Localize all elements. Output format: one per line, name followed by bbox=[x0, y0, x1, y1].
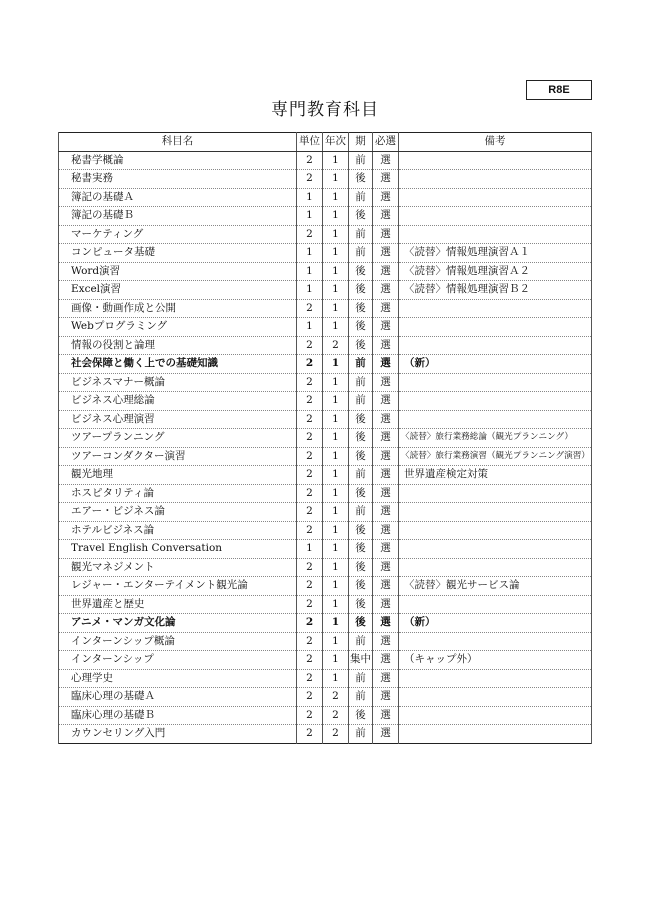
cell-units: 2 bbox=[297, 299, 323, 318]
cell-notes bbox=[399, 299, 592, 318]
cell-term: 後 bbox=[349, 429, 373, 448]
cell-notes: （新） bbox=[399, 614, 592, 633]
cell-notes bbox=[399, 688, 592, 707]
table-row bbox=[59, 336, 592, 355]
header-required: 必選 bbox=[373, 133, 399, 152]
cell-units: 2 bbox=[297, 577, 323, 596]
cell-term: 後 bbox=[349, 595, 373, 614]
cell-course-name: Webプログラミング bbox=[59, 318, 297, 337]
cell-required: 選 bbox=[373, 447, 399, 466]
cell-term: 後 bbox=[349, 706, 373, 725]
cell-term: 後 bbox=[349, 577, 373, 596]
cell-required: 選 bbox=[373, 466, 399, 485]
cell-term: 前 bbox=[349, 466, 373, 485]
cell-notes bbox=[399, 521, 592, 540]
cell-term: 前 bbox=[349, 725, 373, 744]
table-row bbox=[59, 225, 592, 244]
cell-year: 1 bbox=[323, 484, 349, 503]
cell-notes: 〈読替〉情報処理演習Ａ１ bbox=[399, 244, 592, 263]
cell-course-name: ツアーコンダクター演習 bbox=[59, 447, 297, 466]
cell-year: 2 bbox=[323, 688, 349, 707]
cell-units: 2 bbox=[297, 503, 323, 522]
cell-required: 選 bbox=[373, 225, 399, 244]
table-row bbox=[59, 484, 592, 503]
cell-year: 1 bbox=[323, 318, 349, 337]
cell-term: 後 bbox=[349, 447, 373, 466]
cell-units: 2 bbox=[297, 170, 323, 189]
table-row bbox=[59, 540, 592, 559]
cell-course-name: インターンシップ概論 bbox=[59, 632, 297, 651]
page-title: 専門教育科目 bbox=[271, 100, 379, 120]
cell-notes: 〈読替〉情報処理演習Ｂ２ bbox=[399, 281, 592, 300]
cell-year: 1 bbox=[323, 669, 349, 688]
table-row bbox=[59, 244, 592, 263]
table-row bbox=[59, 373, 592, 392]
cell-term: 後 bbox=[349, 318, 373, 337]
cell-course-name: ホスピタリティ論 bbox=[59, 484, 297, 503]
cell-term: 前 bbox=[349, 392, 373, 411]
cell-notes bbox=[399, 188, 592, 207]
cell-term: 後 bbox=[349, 262, 373, 281]
cell-year: 1 bbox=[323, 614, 349, 633]
cell-notes: 〈読替〉観光サービス論 bbox=[399, 577, 592, 596]
cell-course-name: 簿記の基礎Ｂ bbox=[59, 207, 297, 226]
cell-required: 選 bbox=[373, 688, 399, 707]
cell-year: 1 bbox=[323, 262, 349, 281]
cell-required: 選 bbox=[373, 725, 399, 744]
cell-year: 1 bbox=[323, 447, 349, 466]
cell-course-name: カウンセリング入門 bbox=[59, 725, 297, 744]
cell-year: 1 bbox=[323, 188, 349, 207]
cell-course-name: ビジネスマナー概論 bbox=[59, 373, 297, 392]
cell-units: 2 bbox=[297, 706, 323, 725]
cell-year: 1 bbox=[323, 299, 349, 318]
cell-year: 1 bbox=[323, 521, 349, 540]
cell-course-name: アニメ・マンガ文化論 bbox=[59, 614, 297, 633]
cell-units: 2 bbox=[297, 632, 323, 651]
cell-required: 選 bbox=[373, 318, 399, 337]
cell-notes bbox=[399, 392, 592, 411]
cell-course-name: 画像・動画作成と公開 bbox=[59, 299, 297, 318]
cell-units: 1 bbox=[297, 244, 323, 263]
cell-term: 後 bbox=[349, 484, 373, 503]
cell-required: 選 bbox=[373, 706, 399, 725]
cell-notes bbox=[399, 669, 592, 688]
table-row bbox=[59, 188, 592, 207]
cell-units: 2 bbox=[297, 558, 323, 577]
cell-required: 選 bbox=[373, 577, 399, 596]
table-row bbox=[59, 410, 592, 429]
cell-notes bbox=[399, 170, 592, 189]
cell-term: 後 bbox=[349, 207, 373, 226]
cell-term: 前 bbox=[349, 225, 373, 244]
cell-course-name: エアー・ビジネス論 bbox=[59, 503, 297, 522]
cell-course-name: ホテルビジネス論 bbox=[59, 521, 297, 540]
cell-notes bbox=[399, 410, 592, 429]
cell-notes bbox=[399, 225, 592, 244]
cell-course-name: ビジネス心理演習 bbox=[59, 410, 297, 429]
cell-notes bbox=[399, 373, 592, 392]
cell-required: 選 bbox=[373, 669, 399, 688]
cell-units: 2 bbox=[297, 521, 323, 540]
cell-term: 前 bbox=[349, 688, 373, 707]
table-row bbox=[59, 558, 592, 577]
cell-required: 選 bbox=[373, 207, 399, 226]
cell-notes bbox=[399, 725, 592, 744]
header-notes: 備考 bbox=[399, 133, 592, 152]
cell-units: 2 bbox=[297, 669, 323, 688]
table-row bbox=[59, 429, 592, 448]
cell-course-name: ツアープランニング bbox=[59, 429, 297, 448]
table-row bbox=[59, 706, 592, 725]
cell-year: 1 bbox=[323, 651, 349, 670]
cell-units: 2 bbox=[297, 225, 323, 244]
cell-term: 後 bbox=[349, 410, 373, 429]
cell-term: 後 bbox=[349, 299, 373, 318]
table-row bbox=[59, 466, 592, 485]
cell-required: 選 bbox=[373, 392, 399, 411]
cell-required: 選 bbox=[373, 429, 399, 448]
cell-units: 2 bbox=[297, 410, 323, 429]
cell-course-name: 臨床心理の基礎Ａ bbox=[59, 688, 297, 707]
cell-year: 1 bbox=[323, 392, 349, 411]
table-row bbox=[59, 614, 592, 633]
cell-year: 1 bbox=[323, 281, 349, 300]
cell-required: 選 bbox=[373, 540, 399, 559]
table-row bbox=[59, 355, 592, 374]
cell-notes: 〈読替〉旅行業務演習（観光プランニング演習） bbox=[399, 447, 592, 466]
cell-term: 前 bbox=[349, 151, 373, 170]
cell-required: 選 bbox=[373, 299, 399, 318]
cell-notes bbox=[399, 595, 592, 614]
cell-year: 1 bbox=[323, 595, 349, 614]
table-row bbox=[59, 577, 592, 596]
cell-notes: 〈読替〉旅行業務総論（観光プランニング） bbox=[399, 429, 592, 448]
cell-year: 1 bbox=[323, 151, 349, 170]
cell-year: 1 bbox=[323, 410, 349, 429]
cell-required: 選 bbox=[373, 170, 399, 189]
cell-year: 1 bbox=[323, 225, 349, 244]
cell-course-name: インターンシップ bbox=[59, 651, 297, 670]
cell-course-name: コンピュータ基礎 bbox=[59, 244, 297, 263]
cell-year: 2 bbox=[323, 336, 349, 355]
cell-notes: 世界遺産検定対策 bbox=[399, 466, 592, 485]
cell-course-name: Excel演習 bbox=[59, 281, 297, 300]
cell-units: 1 bbox=[297, 540, 323, 559]
cell-required: 選 bbox=[373, 595, 399, 614]
course-table-body bbox=[59, 151, 592, 743]
table-row bbox=[59, 651, 592, 670]
table-row bbox=[59, 151, 592, 170]
cell-required: 選 bbox=[373, 188, 399, 207]
table-row bbox=[59, 299, 592, 318]
cell-term: 後 bbox=[349, 558, 373, 577]
cell-course-name: Word演習 bbox=[59, 262, 297, 281]
cell-notes bbox=[399, 318, 592, 337]
cell-units: 2 bbox=[297, 614, 323, 633]
cell-course-name: 秘書学概論 bbox=[59, 151, 297, 170]
cell-units: 2 bbox=[297, 373, 323, 392]
course-table bbox=[58, 132, 592, 744]
cell-year: 1 bbox=[323, 207, 349, 226]
cell-year: 1 bbox=[323, 632, 349, 651]
header-course-name: 科目名 bbox=[59, 133, 297, 152]
cell-notes bbox=[399, 540, 592, 559]
table-row bbox=[59, 632, 592, 651]
table-row bbox=[59, 521, 592, 540]
cell-year: 1 bbox=[323, 540, 349, 559]
table-row bbox=[59, 281, 592, 300]
cell-notes: （キャップ外） bbox=[399, 651, 592, 670]
cell-term: 前 bbox=[349, 669, 373, 688]
cell-units: 2 bbox=[297, 447, 323, 466]
table-row bbox=[59, 447, 592, 466]
table-header-row bbox=[59, 133, 592, 152]
cell-term: 前 bbox=[349, 373, 373, 392]
cell-notes: 〈読替〉情報処理演習Ａ２ bbox=[399, 262, 592, 281]
cell-term: 後 bbox=[349, 614, 373, 633]
cell-year: 1 bbox=[323, 558, 349, 577]
table-row bbox=[59, 207, 592, 226]
cell-year: 1 bbox=[323, 244, 349, 263]
table-row bbox=[59, 725, 592, 744]
cell-term: 後 bbox=[349, 521, 373, 540]
cell-term: 後 bbox=[349, 540, 373, 559]
cell-required: 選 bbox=[373, 281, 399, 300]
cell-units: 2 bbox=[297, 595, 323, 614]
cell-units: 1 bbox=[297, 281, 323, 300]
cell-notes bbox=[399, 706, 592, 725]
cell-course-name: レジャー・エンターテイメント観光論 bbox=[59, 577, 297, 596]
cell-year: 1 bbox=[323, 429, 349, 448]
table-row bbox=[59, 170, 592, 189]
cell-units: 2 bbox=[297, 355, 323, 374]
header-year: 年次 bbox=[323, 133, 349, 152]
cell-course-name: マーケティング bbox=[59, 225, 297, 244]
cell-term: 前 bbox=[349, 188, 373, 207]
cell-year: 1 bbox=[323, 373, 349, 392]
cell-year: 1 bbox=[323, 170, 349, 189]
cell-year: 1 bbox=[323, 577, 349, 596]
cell-course-name: 簿記の基礎Ａ bbox=[59, 188, 297, 207]
table-row bbox=[59, 595, 592, 614]
cell-required: 選 bbox=[373, 410, 399, 429]
cell-units: 2 bbox=[297, 725, 323, 744]
cell-required: 選 bbox=[373, 355, 399, 374]
cell-year: 1 bbox=[323, 355, 349, 374]
cell-year: 2 bbox=[323, 706, 349, 725]
cell-term: 前 bbox=[349, 355, 373, 374]
cell-units: 1 bbox=[297, 207, 323, 226]
cell-required: 選 bbox=[373, 632, 399, 651]
header-units: 単位 bbox=[297, 133, 323, 152]
cell-course-name: 臨床心理の基礎Ｂ bbox=[59, 706, 297, 725]
cell-units: 2 bbox=[297, 484, 323, 503]
cell-term: 前 bbox=[349, 632, 373, 651]
cell-required: 選 bbox=[373, 336, 399, 355]
cell-course-name: 秘書実務 bbox=[59, 170, 297, 189]
cell-required: 選 bbox=[373, 503, 399, 522]
cell-notes bbox=[399, 151, 592, 170]
cell-required: 選 bbox=[373, 521, 399, 540]
cell-units: 2 bbox=[297, 688, 323, 707]
cell-course-name: 観光地理 bbox=[59, 466, 297, 485]
cell-course-name: 観光マネジメント bbox=[59, 558, 297, 577]
header-term: 期 bbox=[349, 133, 373, 152]
cell-required: 選 bbox=[373, 244, 399, 263]
cell-units: 2 bbox=[297, 336, 323, 355]
cell-course-name: 情報の役割と論理 bbox=[59, 336, 297, 355]
cell-units: 2 bbox=[297, 151, 323, 170]
document-code-box: R8E bbox=[526, 80, 592, 100]
cell-notes bbox=[399, 484, 592, 503]
cell-term: 前 bbox=[349, 244, 373, 263]
cell-required: 選 bbox=[373, 262, 399, 281]
table-row bbox=[59, 669, 592, 688]
table-row bbox=[59, 392, 592, 411]
cell-year: 1 bbox=[323, 503, 349, 522]
cell-units: 2 bbox=[297, 651, 323, 670]
cell-year: 2 bbox=[323, 725, 349, 744]
cell-required: 選 bbox=[373, 484, 399, 503]
cell-units: 1 bbox=[297, 262, 323, 281]
cell-required: 選 bbox=[373, 651, 399, 670]
cell-notes bbox=[399, 207, 592, 226]
table-row bbox=[59, 318, 592, 337]
cell-notes bbox=[399, 503, 592, 522]
cell-term: 集中 bbox=[349, 651, 373, 670]
cell-term: 前 bbox=[349, 503, 373, 522]
cell-course-name: 世界遺産と歴史 bbox=[59, 595, 297, 614]
cell-units: 1 bbox=[297, 318, 323, 337]
cell-units: 2 bbox=[297, 466, 323, 485]
cell-year: 1 bbox=[323, 466, 349, 485]
cell-notes bbox=[399, 558, 592, 577]
cell-term: 後 bbox=[349, 170, 373, 189]
table-row bbox=[59, 503, 592, 522]
cell-required: 選 bbox=[373, 151, 399, 170]
cell-units: 1 bbox=[297, 188, 323, 207]
cell-course-name: 心理学史 bbox=[59, 669, 297, 688]
table-row bbox=[59, 688, 592, 707]
cell-course-name: Travel English Conversation bbox=[59, 540, 297, 559]
cell-units: 2 bbox=[297, 429, 323, 448]
cell-course-name: ビジネス心理総論 bbox=[59, 392, 297, 411]
cell-notes bbox=[399, 632, 592, 651]
cell-course-name: 社会保障と働く上での基礎知識 bbox=[59, 355, 297, 374]
cell-notes bbox=[399, 336, 592, 355]
cell-required: 選 bbox=[373, 373, 399, 392]
cell-notes: （新） bbox=[399, 355, 592, 374]
cell-units: 2 bbox=[297, 392, 323, 411]
cell-term: 後 bbox=[349, 281, 373, 300]
cell-term: 後 bbox=[349, 336, 373, 355]
table-row bbox=[59, 262, 592, 281]
cell-required: 選 bbox=[373, 614, 399, 633]
cell-required: 選 bbox=[373, 558, 399, 577]
